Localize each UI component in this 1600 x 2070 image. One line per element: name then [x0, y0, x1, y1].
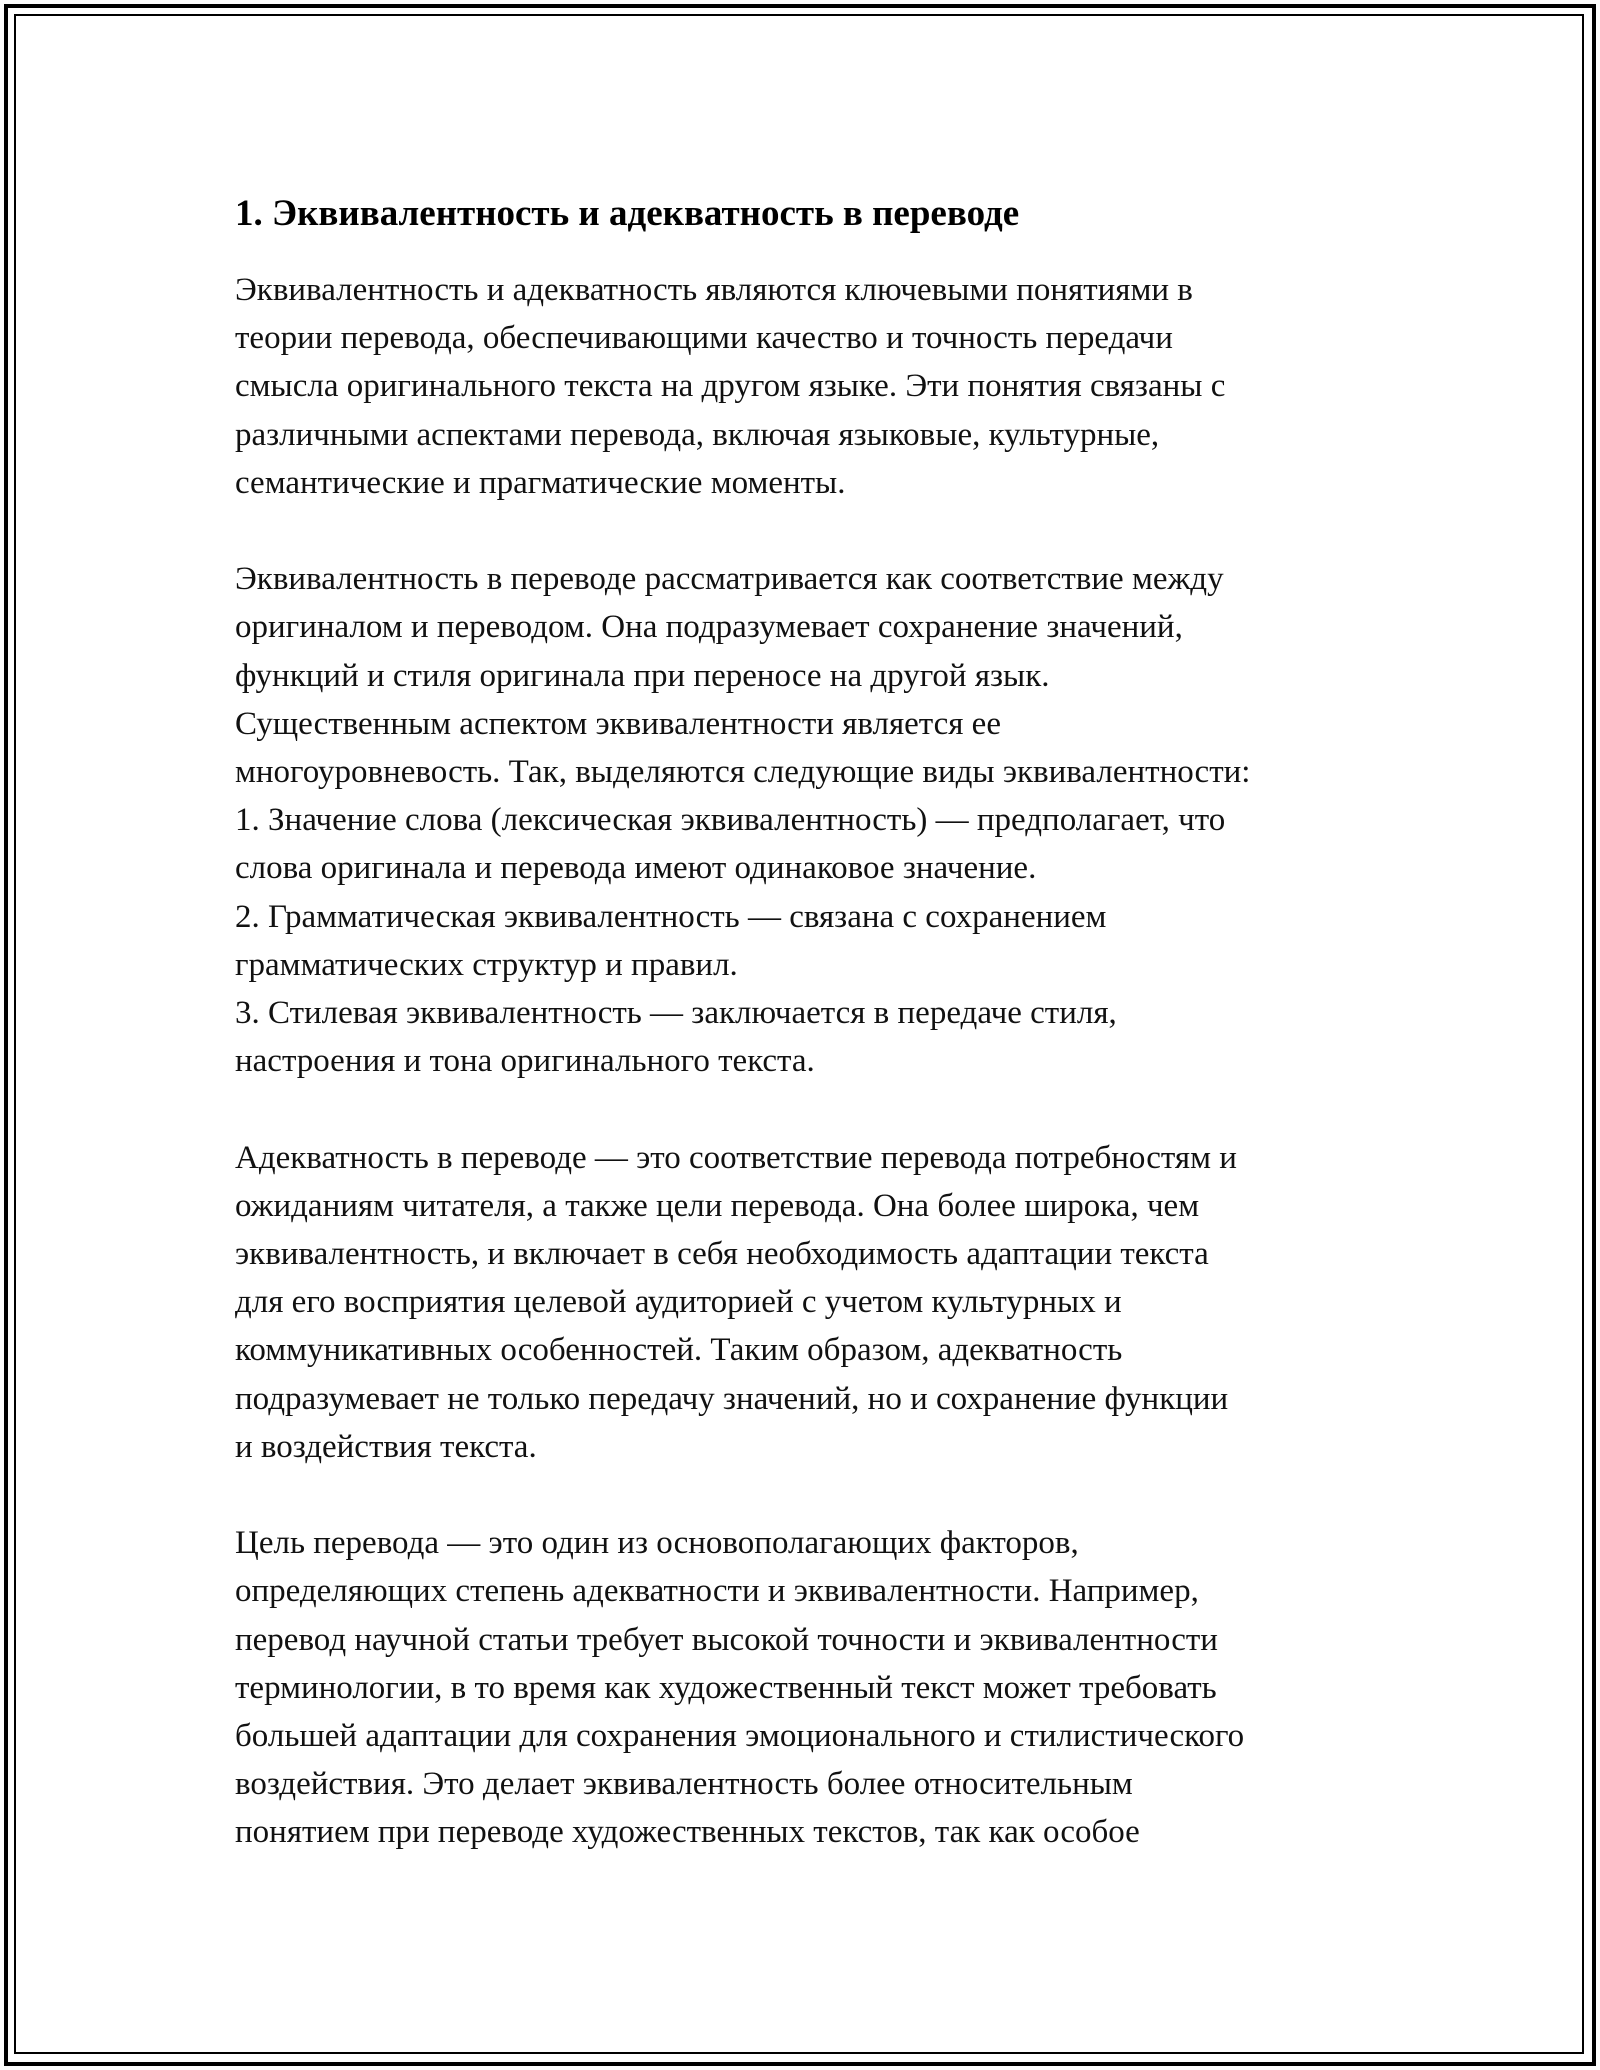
text-line: подразумевает не только передачу значений, но и сохранение функции — [235, 1380, 1229, 1417]
paragraph-spacer — [235, 1471, 1395, 1519]
text-line: Эквивалентность и адекватность являются ключевыми понятиями в — [235, 272, 1193, 308]
text-line: перевод научной статьи требует высокой точности и эквивалентности — [235, 1621, 1218, 1658]
text-line: семантические и прагматические моменты. — [235, 464, 846, 501]
text-line: понятием при переводе художественных текстов, так как особое — [235, 1814, 1140, 1851]
list-item-line: 2. Грамматическая эквивалентность — связана с сохранением — [235, 898, 1107, 935]
document-body — [235, 188, 1395, 1857]
list-item-line: слова оригинала и перевода имеют одинаковое значение. — [235, 850, 1037, 887]
paragraph-spacer — [235, 1085, 1395, 1133]
text-line: терминологии, в то время как художественный текст может требовать — [235, 1669, 1217, 1706]
list-item-line: 3. Стилевая эквивалентность — заключается в передаче стиля, — [235, 995, 1117, 1032]
text-line: коммуникативных особенностей. Таким образом, адекватность — [235, 1332, 1123, 1369]
text-line: определяющих степень адекватности и эквивалентности. Например, — [235, 1573, 1199, 1610]
text-line: Существенным аспектом эквивалентности является ее — [235, 705, 1001, 742]
text-line: различными аспектами перевода, включая языковые, культурные, — [235, 416, 1160, 453]
list-item-line: 1. Значение слова (лексическая эквивалентность) — предполагает, что — [235, 802, 1226, 839]
text-line: и воздействия текста. — [235, 1428, 537, 1465]
paragraph-intro — [235, 266, 1395, 507]
text-line: функций и стиля оригинала при переносе на другой язык. — [235, 657, 1050, 694]
text-line: Цель перевода — это один из основополагающих факторов, — [235, 1525, 1079, 1562]
text-line: Эквивалентность в переводе рассматривается как соответствие между — [235, 561, 1224, 598]
paragraph-adequacy — [235, 1134, 1395, 1471]
section-heading: 1. Эквивалентность и адекватность в переводе — [235, 193, 1020, 234]
text-line: эквивалентность, и включает в себя необходимость адаптации текста — [235, 1236, 1209, 1273]
text-line: оригиналом и переводом. Она подразумевает сохранение значений, — [235, 609, 1183, 646]
text-line: смысла оригинального текста на другом языке. Эти понятия связаны с — [235, 368, 1226, 405]
paragraph-spacer — [235, 507, 1395, 555]
list-item-line: грамматических структур и правил. — [235, 946, 738, 983]
paragraph-translation-goal — [235, 1519, 1395, 1856]
text-line: воздействия. Это делает эквивалентность более относительным — [235, 1766, 1133, 1803]
text-line: теории перевода, обеспечивающими качество и точность передачи — [235, 320, 1173, 357]
list-item-line: настроения и тона оригинального текста. — [235, 1043, 815, 1080]
paragraph-equivalence — [235, 555, 1395, 1085]
text-line: большей адаптации для сохранения эмоционального и стилистического — [235, 1718, 1245, 1755]
text-line: многоуровневость. Так, выделяются следующие виды эквивалентности: — [235, 754, 1251, 791]
text-line: для его восприятия целевой аудиторией с учетом культурных и — [235, 1284, 1122, 1321]
text-line: Адекватность в переводе — это соответствие перевода потребностям и — [235, 1139, 1237, 1176]
text-line: ожиданиям читателя, а также цели перевода. Она более широка, чем — [235, 1187, 1200, 1224]
